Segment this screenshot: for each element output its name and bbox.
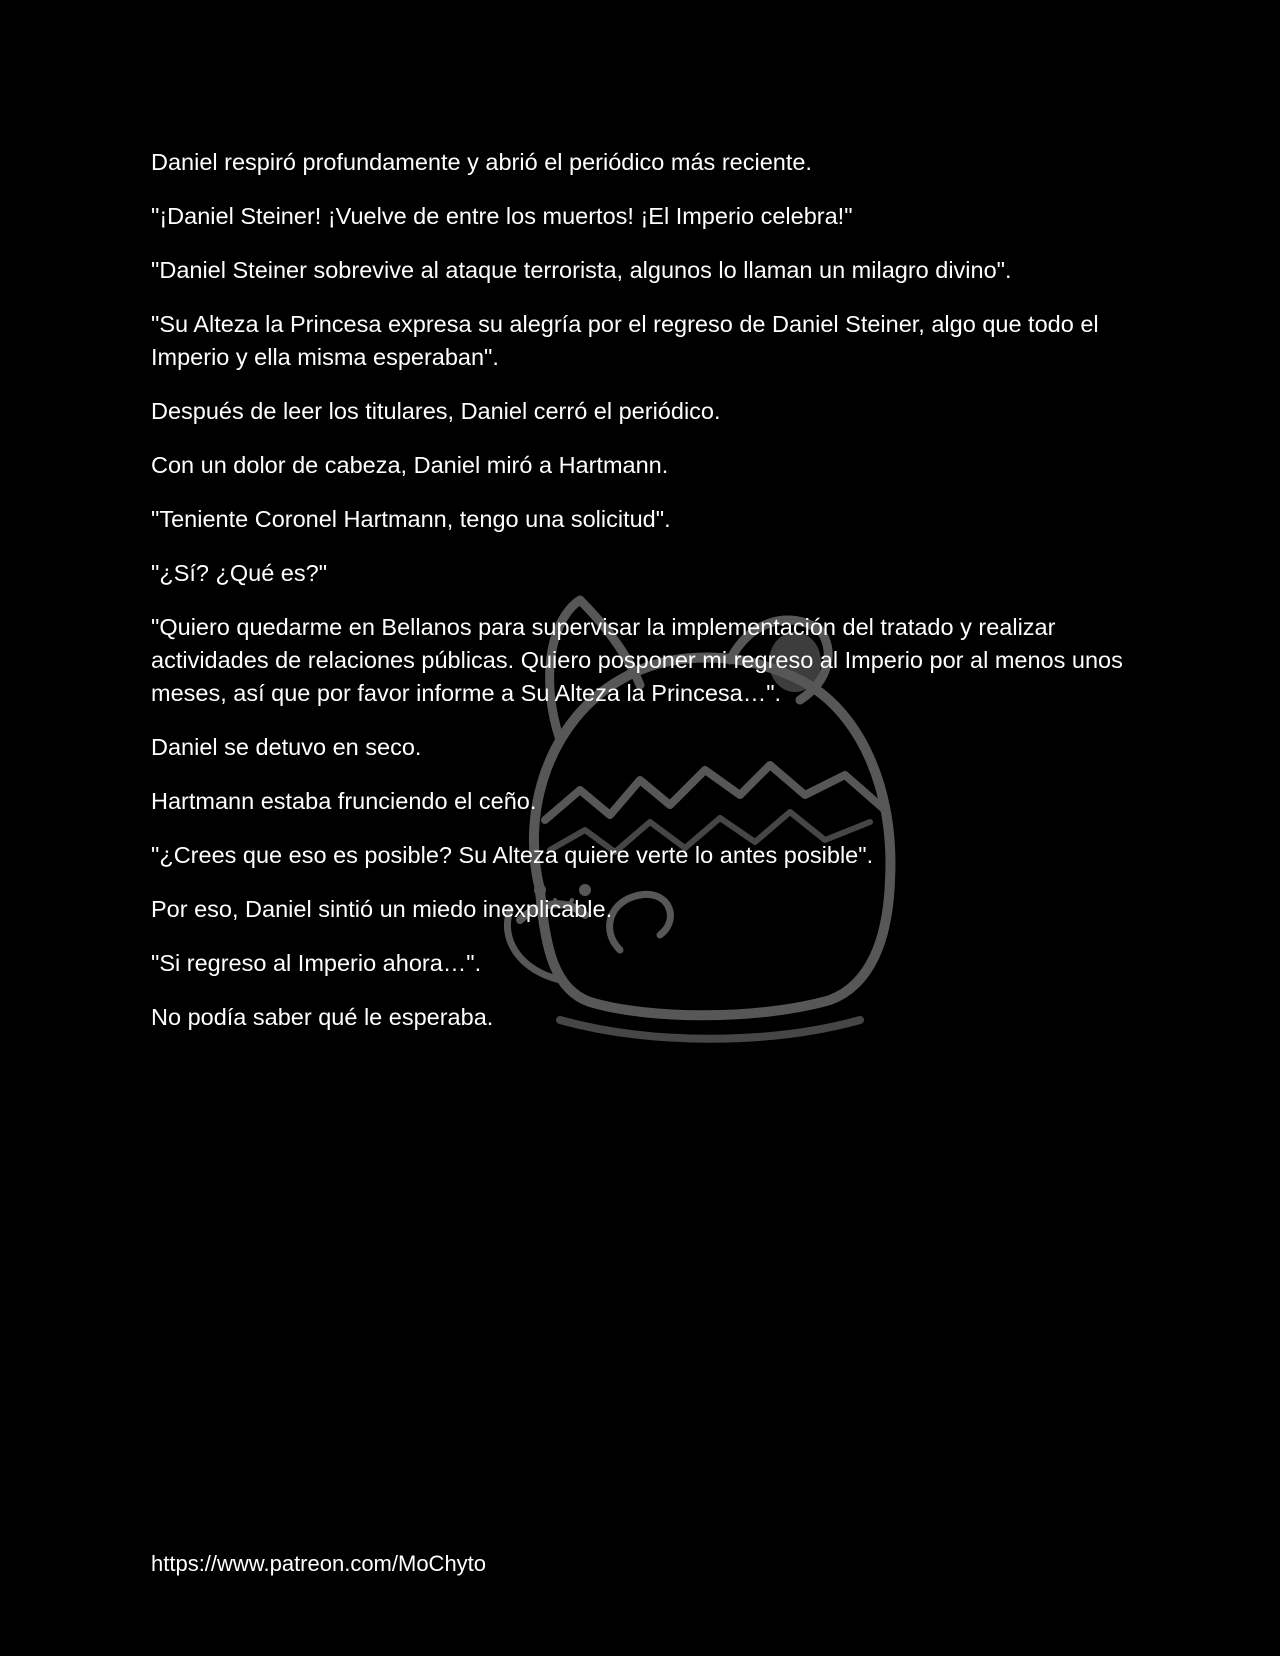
paragraph: "¿Crees que eso es posible? Su Alteza quiere verte lo antes posible". — [151, 842, 874, 868]
paragraph: "Si regreso al Imperio ahora…". — [151, 950, 482, 976]
paragraph: "¡Daniel Steiner! ¡Vuelve de entre los muertos! ¡El Imperio celebra!" — [151, 203, 853, 229]
paragraph: "Daniel Steiner sobrevive al ataque terrorista, algunos lo llaman un milagro divino". — [151, 257, 1012, 283]
paragraph: Daniel respiró profundamente y abrió el periódico más reciente. — [151, 149, 812, 175]
patreon-link[interactable]: https://www.patreon.com/MoChyto — [151, 1551, 487, 1576]
paragraph: "¿Sí? ¿Qué es?" — [151, 560, 328, 586]
paragraph: Hartmann estaba frunciendo el ceño. — [151, 788, 537, 814]
paragraph: "Teniente Coronel Hartmann, tengo una solicitud". — [151, 506, 671, 532]
document-body — [151, 146, 1141, 1055]
paragraph: No podía saber qué le esperaba. — [151, 1004, 494, 1030]
paragraph: "Quiero quedarme en Bellanos para supervisar la implementación del tratado y realizar actividades de relaciones públicas. Quiero posponer mi regreso al Imperio por al menos unos meses, así que por favor informe a Su Alteza la Princesa…". — [151, 614, 1123, 706]
paragraph: Daniel se detuvo en seco. — [151, 734, 422, 760]
paragraph: Después de leer los titulares, Daniel cerró el periódico. — [151, 398, 721, 424]
paragraph: "Su Alteza la Princesa expresa su alegría por el regreso de Daniel Steiner, algo que todo el Imperio y ella misma esperaban". — [151, 311, 1099, 370]
paragraph: Con un dolor de cabeza, Daniel miró a Hartmann. — [151, 452, 669, 478]
paragraph: Por eso, Daniel sintió un miedo inexplicable. — [151, 896, 613, 922]
